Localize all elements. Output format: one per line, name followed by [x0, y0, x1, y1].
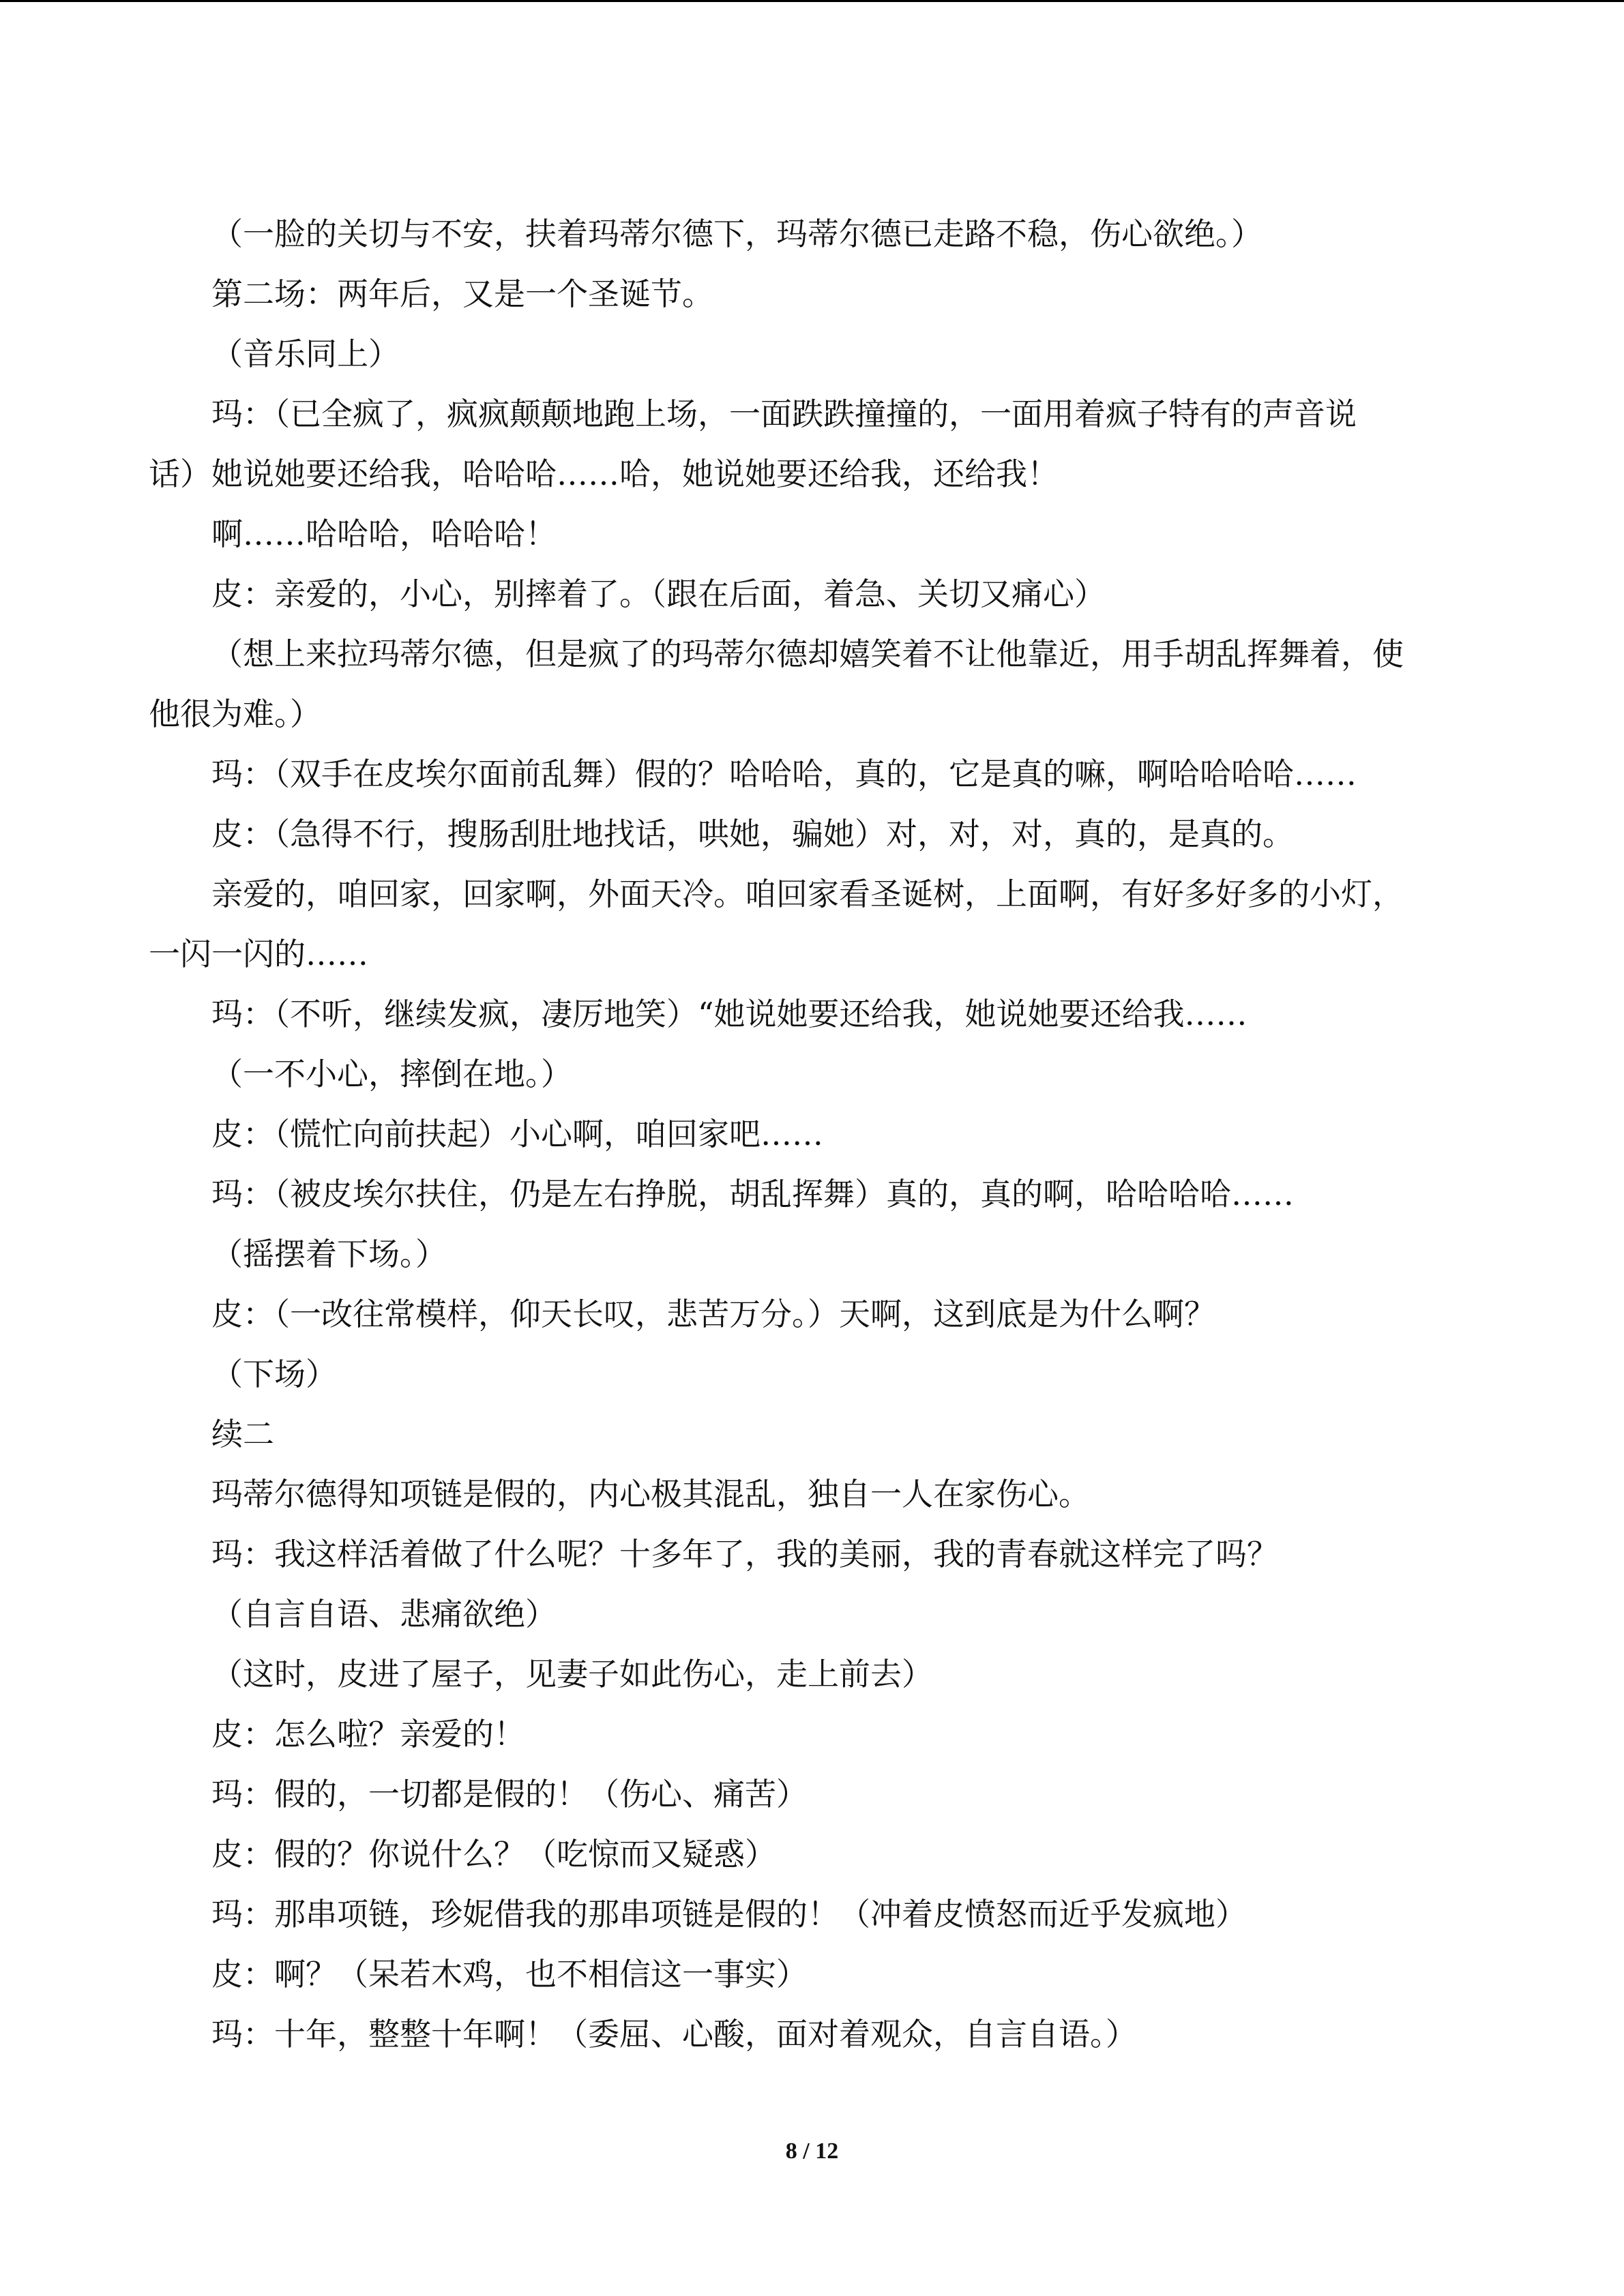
section-heading: 续二: [211, 1416, 274, 1452]
page-number: 8 / 12: [785, 2138, 839, 2164]
stage-direction: （摇摆着下场。）: [211, 1236, 447, 1272]
dialogue-line: 皮：怎么啦？亲爱的！: [211, 1716, 525, 1753]
dialogue-line: 皮：（急得不行，搜肠刮肚地找话，哄她，骗她）对，对，对，真的，是真的。: [211, 816, 1294, 852]
stage-direction: （自言自语、悲痛欲绝）: [211, 1596, 557, 1632]
dialogue-continuation: 话）她说她要还给我，哈哈哈……哈，她说她要还给我，还给我！: [149, 456, 1059, 492]
dialogue-line: 亲爱的，咱回家，回家啊，外面天冷。咱回家看圣诞树，上面啊，有好多好多的小灯，: [211, 876, 1404, 912]
stage-direction-continuation: 他很为难。）: [149, 696, 321, 732]
dialogue-line: 皮：（一改往常模样，仰天长叹，悲苦万分。）天啊，这到底是为什么啊？: [211, 1296, 1215, 1332]
dialogue-line: 玛：假的，一切都是假的！（伤心、痛苦）: [211, 1776, 808, 1813]
dialogue-line: 皮：亲爱的，小心，别摔着了。（跟在后面，着急、关切又痛心）: [211, 576, 1106, 612]
dialogue-line: 啊……哈哈哈，哈哈哈！: [211, 516, 557, 552]
stage-direction: （下场）: [211, 1356, 337, 1392]
dialogue-continuation: 一闪一闪的……: [149, 936, 368, 972]
stage-direction: （音乐同上）: [211, 336, 400, 372]
stage-direction: （一脸的关切与不安，扶着玛蒂尔德下，玛蒂尔德已走路不稳，伤心欲绝。）: [211, 215, 1263, 252]
dialogue-line: 玛：（双手在皮埃尔面前乱舞）假的？哈哈哈，真的，它是真的嘛，啊哈哈哈哈……: [211, 756, 1357, 792]
dialogue-line: 皮：（慌忙向前扶起）小心啊，咱回家吧……: [211, 1116, 823, 1152]
script-text: [149, 204, 1482, 2064]
stage-direction: （想上来拉玛蒂尔德，但是疯了的玛蒂尔德却嬉笑着不让他靠近，用手胡乱挥舞着，使: [211, 636, 1404, 672]
dialogue-line: 玛：我这样活着做了什么呢？十多年了，我的美丽，我的青春就这样完了吗？: [211, 1536, 1278, 1572]
dialogue-line: 玛：（被皮埃尔扶住，仍是左右挣脱，胡乱挥舞）真的，真的啊，哈哈哈哈……: [211, 1176, 1294, 1212]
dialogue-line: 玛：（不听，继续发疯，凄厉地笑）“她说她要还给我，她说她要还给我……: [211, 996, 1247, 1032]
scene-heading: 第二场：两年后，又是一个圣诞节。: [211, 275, 713, 312]
narration-line: 玛蒂尔德得知项链是假的，内心极其混乱，独自一人在家伤心。: [211, 1476, 1090, 1512]
stage-direction: （一不小心，摔倒在地。）: [211, 1056, 572, 1092]
stage-direction: （这时，皮进了屋子，见妻子如此伤心，走上前去）: [211, 1656, 933, 1693]
dialogue-line: 玛：（已全疯了，疯疯颠颠地跑上场，一面跌跌撞撞的，一面用着疯子特有的声音说: [211, 396, 1357, 432]
dialogue-line: 玛：十年，整整十年啊！（委屈、心酸，面对着观众，自言自语。）: [211, 2016, 1137, 2053]
dialogue-line: 皮：假的？你说什么？（吃惊而又疑惑）: [211, 1836, 776, 1873]
dialogue-line: 玛：那串项链，珍妮借我的那串项链是假的！（冲着皮愤怒而近乎发疯地）: [211, 1896, 1247, 1933]
dialogue-line: 皮：啊？（呆若木鸡，也不相信这一事实）: [211, 1956, 808, 1993]
